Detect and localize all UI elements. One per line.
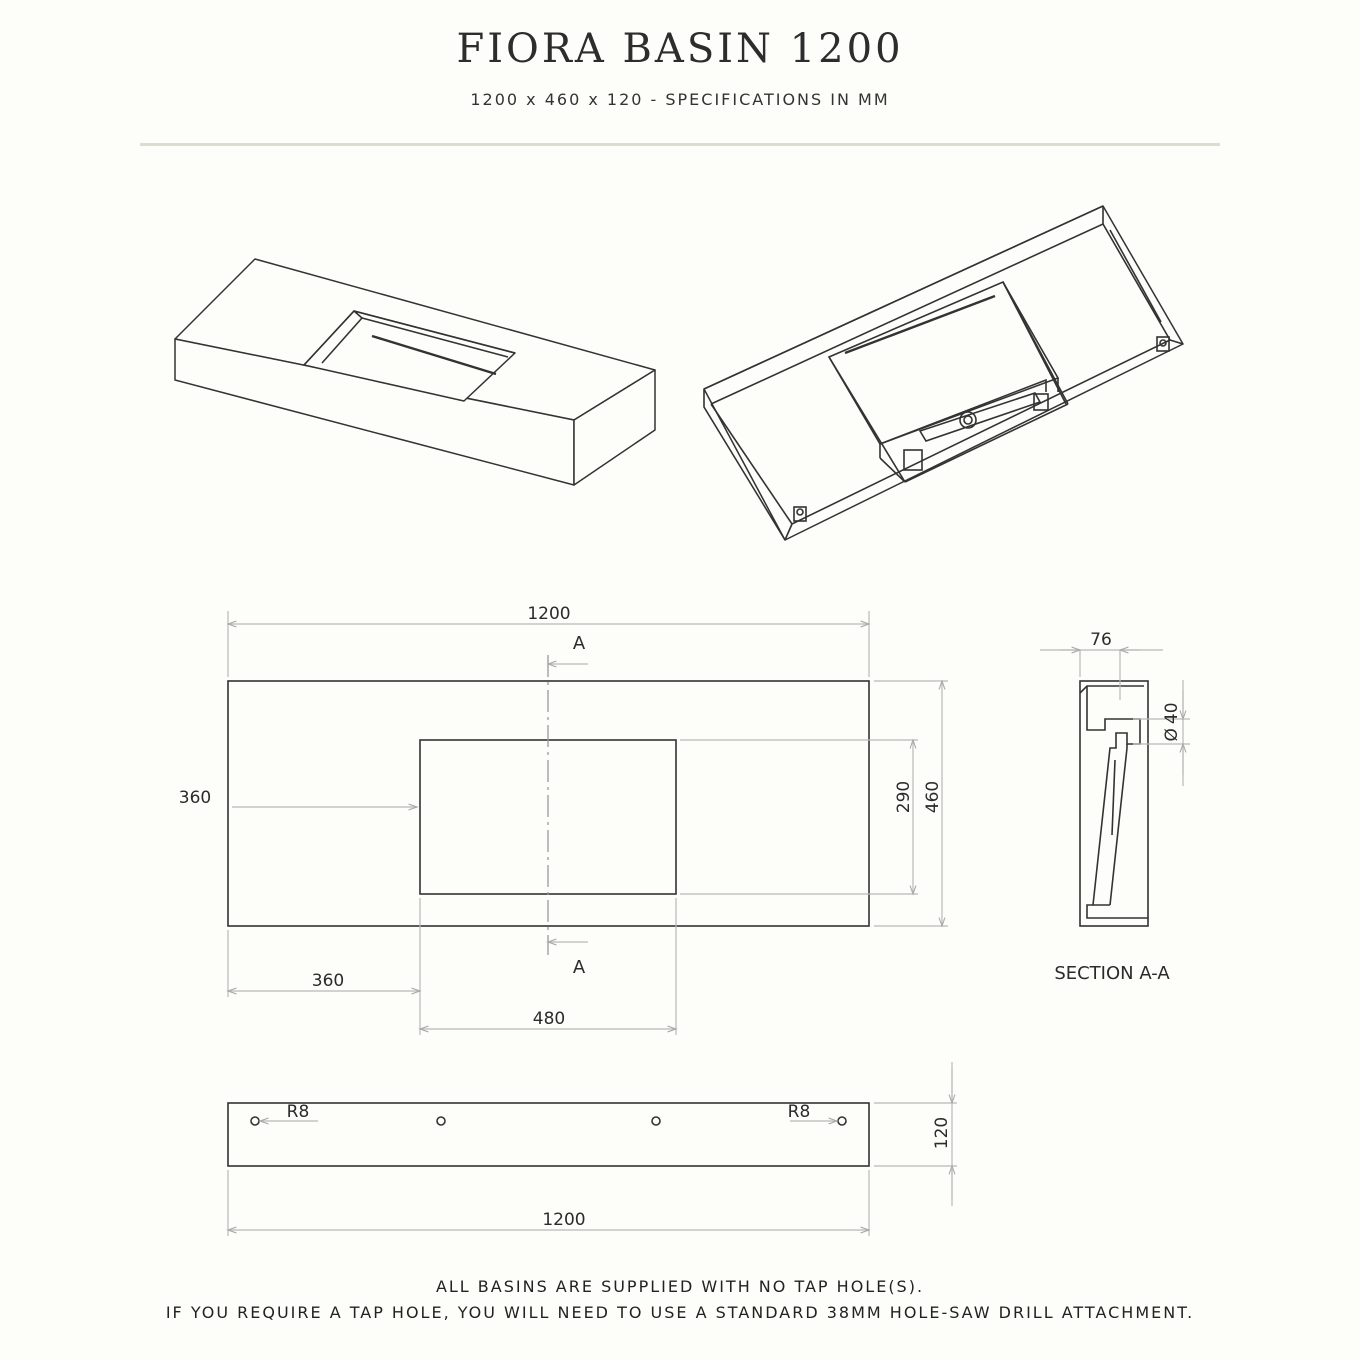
isometric-underside-view bbox=[704, 206, 1183, 540]
radius-label-right: R8 bbox=[787, 1102, 811, 1122]
dim-left-offset-bottom: 360 bbox=[311, 971, 345, 991]
note-line-2: IF YOU REQUIRE A TAP HOLE, YOU WILL NEED TO USE A STANDARD 38MM HOLE-SAW DRILL ATTACHMENT. bbox=[165, 1303, 1195, 1322]
dim-basin-width: 480 bbox=[532, 1009, 566, 1029]
section-mark-top: A bbox=[572, 633, 586, 654]
front-view bbox=[228, 1062, 957, 1236]
dim-section-width: 76 bbox=[1090, 630, 1112, 650]
dim-front-width: 1200 bbox=[542, 1210, 586, 1230]
dim-overall-depth: 460 bbox=[923, 780, 943, 814]
radius-label-left: R8 bbox=[286, 1102, 310, 1122]
section-a-a-view bbox=[1040, 650, 1190, 926]
dim-waste-diameter: Ø40 bbox=[1162, 702, 1182, 742]
page-subtitle: 1200 x 460 x 120 - SPECIFICATIONS IN MM bbox=[470, 90, 890, 109]
section-label: SECTION A-A bbox=[1054, 963, 1170, 984]
dim-overall-width: 1200 bbox=[527, 604, 571, 624]
note-line-1: ALL BASINS ARE SUPPLIED WITH NO TAP HOLE(S). bbox=[435, 1277, 925, 1296]
dim-basin-depth: 290 bbox=[894, 780, 914, 814]
isometric-top-view bbox=[175, 259, 655, 485]
dim-height: 120 bbox=[932, 1116, 952, 1150]
page-title: FIORA BASIN 1200 bbox=[456, 26, 904, 72]
dim-left-offset: 360 bbox=[178, 788, 212, 808]
section-mark-bottom: A bbox=[572, 957, 586, 978]
